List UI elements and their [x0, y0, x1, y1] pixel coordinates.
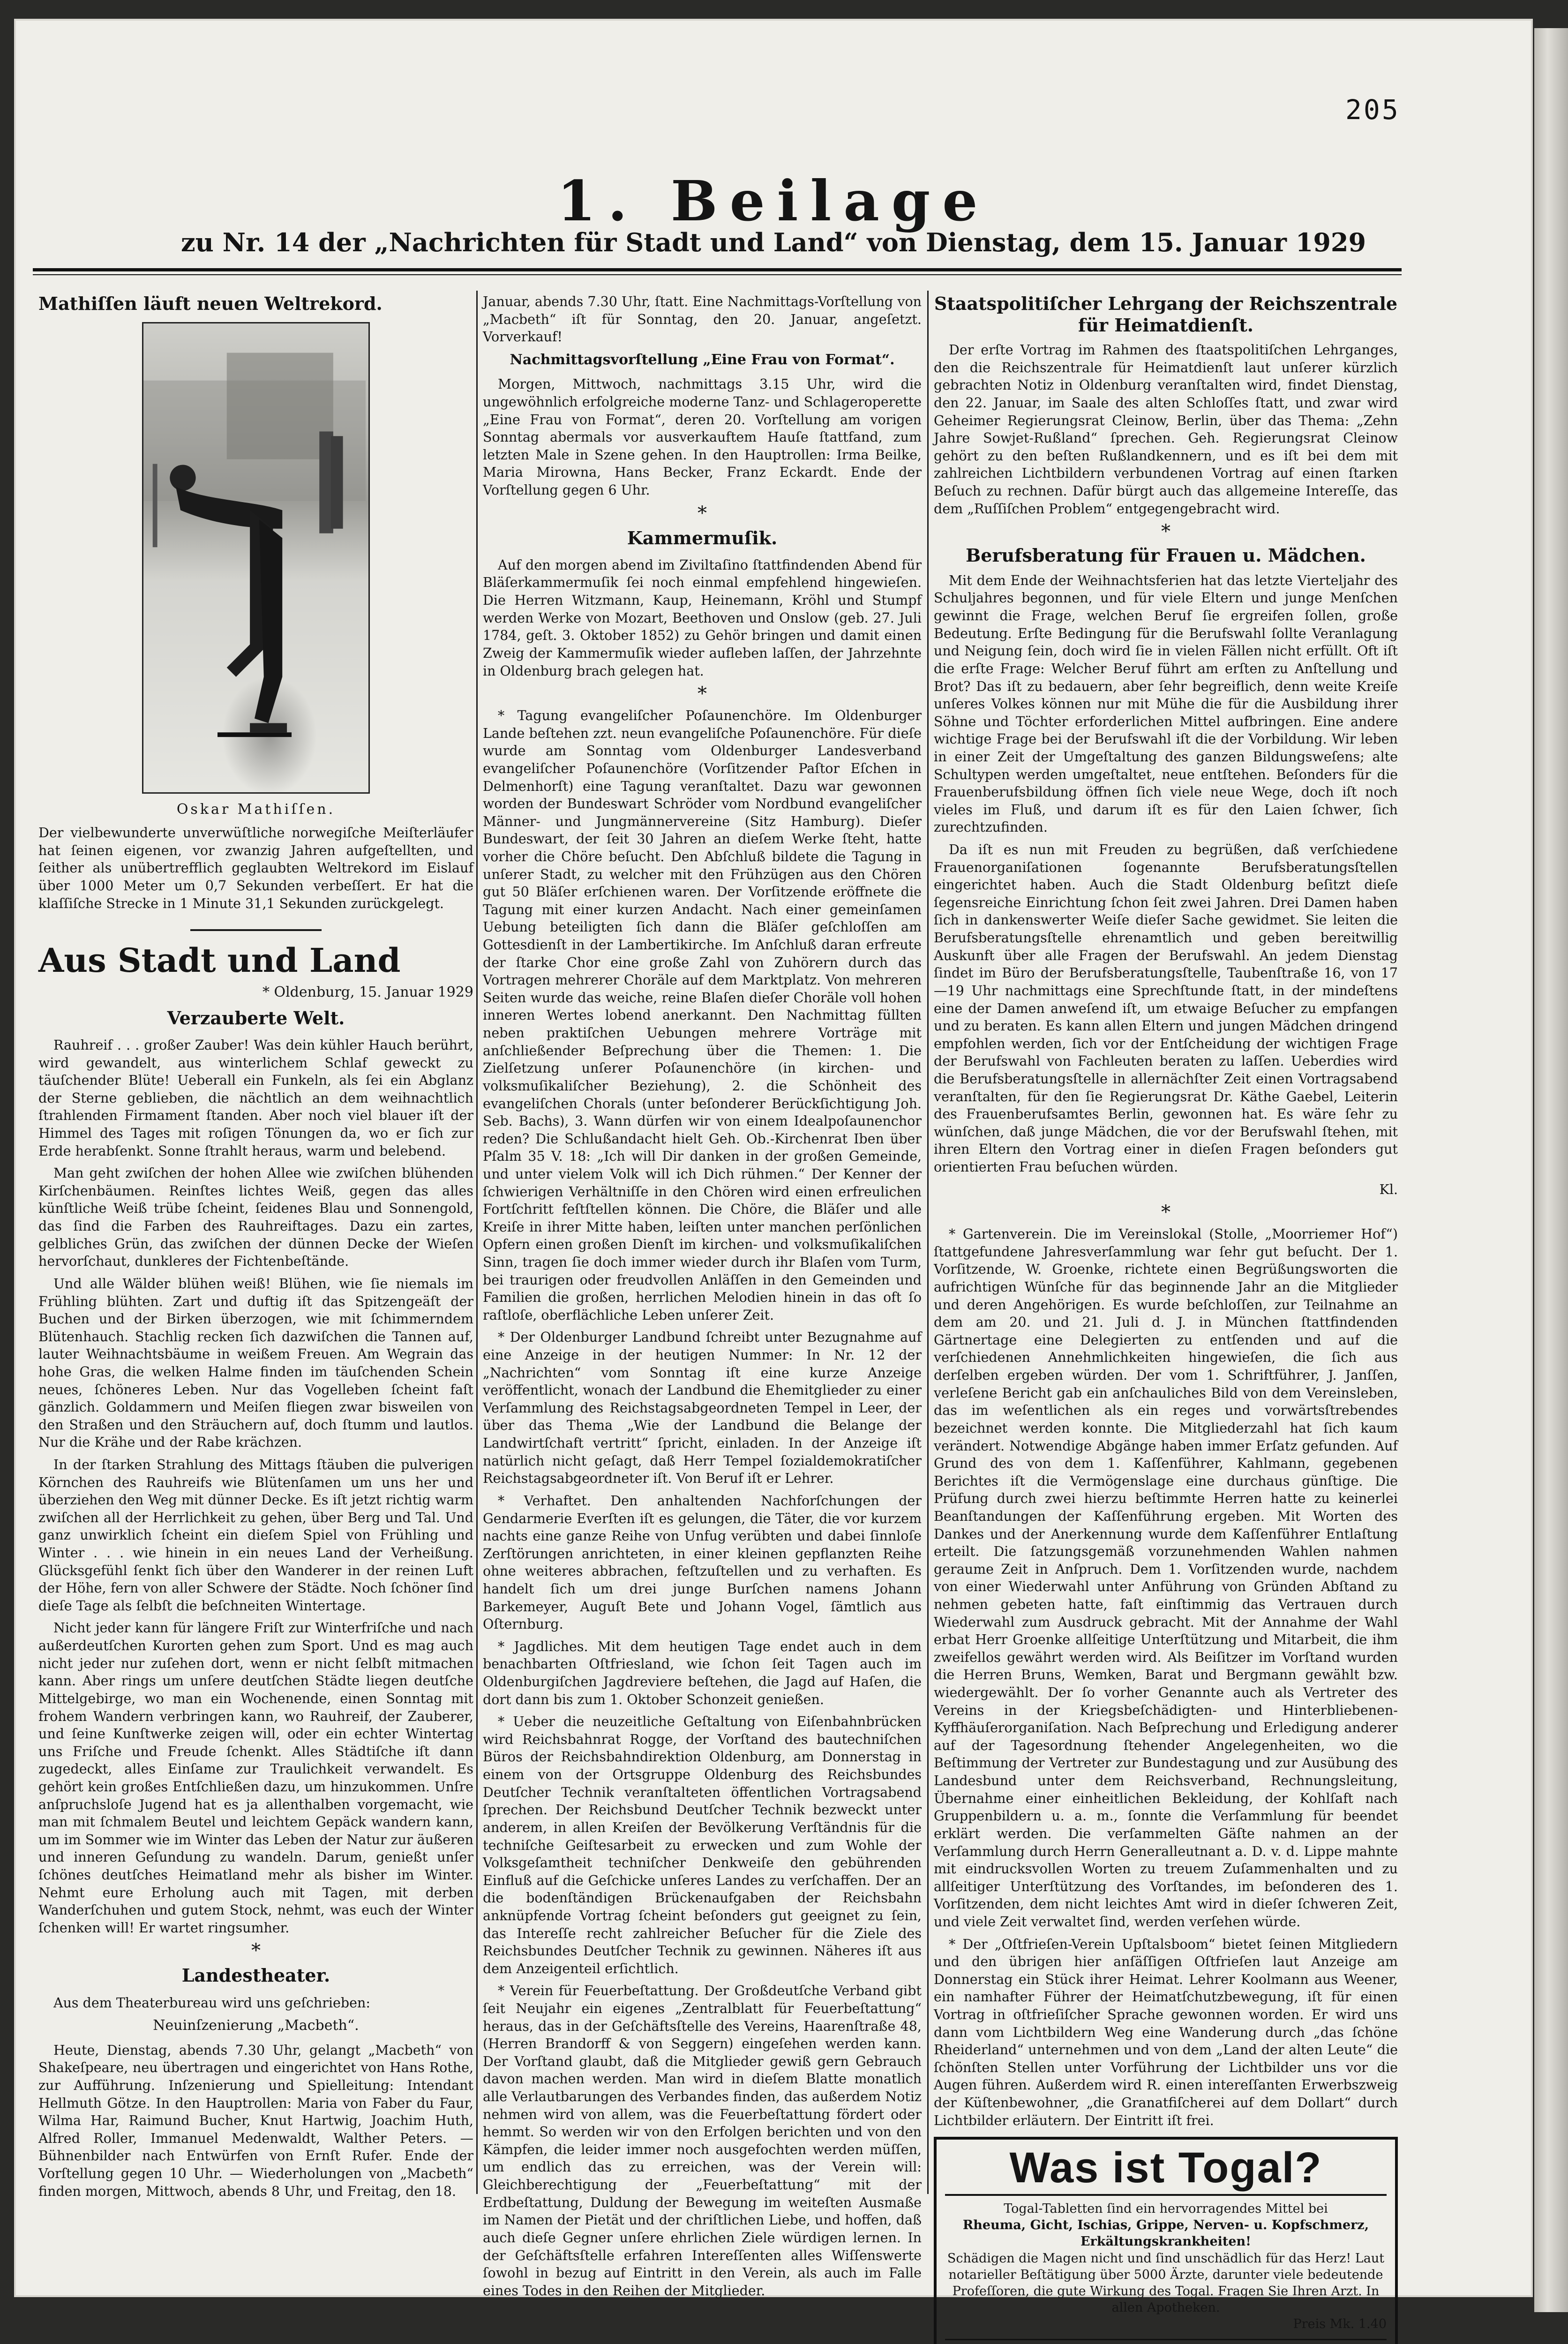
paragraph: Nicht jeder kann für längere Friſt zur Winterfriſche und nach außerdeutſchen Kurorten gehen zum Sport. Und es mag auch nicht jeder nur zuſehen dort, wenn er nicht ſelbſt mitmachen kann. Aber rings um unſere deutſchen Städte liegen deutſche Mittelgebirge, wo man ein Wochenende, einen Sonntag mit frohem Wandern verbringen kann, wo Rauhreif, der Zauberer, und ſeine Kunſtwerke zeigen will, oder ein echter Wintertag uns Friſche und Freude ſchenkt. Alles Städtiſche iſt dann zugedeckt, alles Einſame zur Traulichkeit verwandelt. Es gehört kein großes Entſchließen dazu, um hinzukommen. Unſre anſpruchsloſe Jugend hat es ja allenthalben vorgemacht, wie man mit ſchmalem Beutel und leichtem Gepäck wandern kann, um im Sommer wie im Winter das Leben der Natur zur äußeren und inneren Geſundung zu wandeln. Darum, genießt unſer ſchönes deutſches Heimatland mehr als bisher im Winter. Nehmt eure Erholung auch mit Tagen, mit derben Wanderſchuhen und gutem Stock, nehmt, was euch der Winter ſchenken will! Er wartet ringsumher.	[38, 1620, 473, 1936]
paragraph: Man geht zwiſchen der hohen Allee wie zwiſchen blühenden Kirſchenbäumen. Reinſtes lichtes Weiß, gegen das alles künſtliche Weiß trübe ſcheint, ſeidenes Blau und Sonnengold, das ſind die Farben des Rauhreiftages. Dazu ein zartes, gelbliches Grün, das zwiſchen der dünnen Decke der Wieſen hervorſchaut, dunkleres der Fichtenbeſtände.	[38, 1165, 473, 1270]
top-rule-thin	[33, 274, 1402, 275]
headline-theater: Landestheater.	[181, 1965, 330, 1986]
masthead-subtitle: zu Nr. 14 der „Nachrichten für Stadt und Land“ von Dienstag, dem 15. Januar 1929	[180, 227, 1366, 257]
paragraph: Morgen, Mittwoch, nachmittags 3.15 Uhr, wird die ungewöhnlich erfolgreiche moderne Tanz- und Schlageroperette „Eine Frau von Format“, deren 20. Vorſtellung am vorigen Sonntag abermals vor ausverkauftem Hauſe ſtattfand, zum letzten Male in Szene gehen. In den Hauptrollen: Irma Beilke, Maria Mirowna, Hans Becker, Franz Eckardt. Ende der Vorſtellung gegen 6 Uhr.	[483, 376, 922, 498]
ad-title: Was ist Togal?	[1009, 2144, 1322, 2192]
masthead-title: 1. Beilage	[557, 168, 990, 233]
headline-berufsberatung: Berufsberatung für Frauen u. Mädchen.	[966, 545, 1366, 566]
paragraph: Aus dem Theaterbureau wird uns geſchrieben:	[53, 1995, 370, 2011]
paragraph: * Verein für Feuerbeſtattung. Der Großdeutſche Verband gibt ſeit Neujahr ein eigenes „Zentralblatt für Feuerbeſtattung“ heraus, das in der Geſchäftsſtelle des Vereins, Haarenſtraße 48, (Herren Brandorff & von Seggern) eingeſehen werden kann. Der Vorſtand glaubt, daß die Mitglieder gewiß gern Gebrauch davon machen werden. Man wird in dieſem Blatte monatlich alle Verlautbarungen des Verbandes finden, das außerdem Notiz nehmen wird von allem, was die Feuerbeſtattung fördert oder hemmt. So werden wir von den Erfolgen berichten und von den Kämpfen, die leider immer noch ausgefochten werden müſſen, um endlich das zu erreichen, was der Verein will: Gleichberechtigung der „Feuerbeſtattung“ mit der Erdbeſtattung, Duldung der Bewegung im weiteſten Ausmaße im Namen der Pietät und der chriſtlichen Liebe, und hoffen, daß auch dieſe Gegner unſere ehrlichen Ziele würdigen lernen. In der Geſchäftsſtelle erfahren Intereſſenten alles Wiſſenswerte ſowohl in bezug auf Eintritt in den Verein, als auch im Falle eines Todes in den Reihen der Mitglieder.	[483, 1983, 922, 2299]
headline-mathissen: Mathiſſen läuft neuen Weltrekord.	[38, 293, 383, 314]
paragraph: * Der Oldenburger Landbund ſchreibt unter Bezugnahme auf eine Anzeige in der heutigen Nummer: In Nr. 12 der „Nachrichten“ vom Sonntag iſt eine kurze Anzeige veröffentlicht, wonach der Landbund die Ehemitglieder zu einer Verſammlung des Reichstagsabgeordneten Tempel in Leer, der über das Thema „Wie der Landbund die Belange der Landwirtſchaft vertritt“ ſpricht, einladen. In der Anzeige iſt natürlich nicht geſagt, daß Herr Tempel ſozialdemokratiſcher Reichstagsabgeordneter iſt. Von Beruf iſt er Lehrer.	[483, 1330, 922, 1487]
paragraph: * Jagdliches. Mit dem heutigen Tage endet auch in dem benachbarten Oſtfriesland, wie ſchon ſeit Tagen auch im Oldenburgiſchen Jagdreviere beſtehen, die Jagd auf Haſen, die dort dann bis zum 1. Oktober Schonzeit genießen.	[483, 1638, 922, 1707]
separator-star: *	[1161, 521, 1170, 543]
separator-star: *	[698, 502, 707, 524]
separator-star: *	[1161, 1202, 1170, 1224]
section-divider	[190, 929, 322, 931]
paragraph: Rauhreif . . . großer Zauber! Was dein kühler Hauch berührt, wird gewandelt, aus winterlichem Schlaf geweckt zu täuſchender Blüte! Ueberall ein Funkeln, als ſei ein Abglanz der Sterne geblieben, die nächtlich an dem weihnachtlich ſtrahlenden Firmament ſtanden. Aber noch viel blauer iſt der Himmel des Tages mit roſigen Tönungen da, wo er ſich zur Erde herabſenkt. Sonne ſtrahlt heraus, warm und belebend.	[38, 1037, 473, 1159]
ad-text: Schädigen die Magen nicht und ſind unschädlich für das Herz! Laut notarieller Beſtätigung über 5000 Ärzte, darunter viele bedeutende Profeſſoren, die gute Wirkung des Togal. Fragen Sie Ihren Arzt. In allen Apotheken.	[947, 2251, 1385, 2315]
photo-skater	[142, 322, 370, 794]
column-divider	[927, 291, 929, 2194]
author-signature: Kl.	[1379, 1181, 1398, 1197]
paragraph: Da iſt es nun mit Freuden zu begrüßen, daß verſchiedene Frauenorganiſationen ſogenannte Berufsberatungsſtellen eingerichtet haben. Auch die Stadt Oldenburg beſitzt dieſe ſegensreiche Einrichtung ſchon ſeit zwei Jahren. Drei Damen haben ſich in dankenswerter Weiſe dieſer Sache gewidmet. Sie leiten die Berufsberatungsſtelle ehrenamtlich und geben bereitwillig Auskunft über alle Fragen der Berufswahl. An jedem Dienstag ſindet im Büro der Berufsberatungsſtelle, Taubenſtraße 16, von 17—19 Uhr nachmittags eine Sprechſtunde ſtatt, in der mindeſtens eine der Damen anweſend iſt, um etwaige Beſucher zu empfangen und zu beraten. Es kann allen Eltern und jungen Mädchen dringend empfohlen werden, ſich vor der Entſcheidung der wichtigen Frage der Berufswahl von Fachleuten beraten zu laſſen. Ueberdies wird die Berufsberatungsſtelle in allernächſter Zeit einen Vortragsabend veranſtalten, für den ſie Regierungsrat Dr. Käthe Gaebel, Leiterin des Frauenberufsamtes Berlin, gewonnen hat. Es wäre ſehr zu wünſchen, daß junge Mädchen, die vor der Berufswahl ſtehen, mit ihren Eltern den Vortrag einer in dieſen Fragen beſonders gut orientierten Frau beſuchen würden.	[934, 842, 1398, 1175]
dateline: * Oldenburg, 15. Januar 1929	[262, 984, 473, 1001]
sub-headline: Neuinſzenierung „Macbeth“.	[153, 2017, 359, 2034]
paragraph: Heute, Dienstag, abends 7.30 Uhr, gelangt „Macbeth“ von Shakeſpeare, neu übertragen und eingerichtet von Hans Rothe, zur Aufführung. Inſzenierung und Spielleitung: Intendant Hellmuth Götze. In den Hauptrollen: Maria von Faber du Faur, Wilma Har, Raimund Bucher, Knut Hartwig, Joachim Huth, Alfred Roller, Immanuel Medenwaldt, Walther Peters. — Bühnenbilder nach Entwürfen von Ernſt Rufer. Ende der Vorſtellung gegen 10 Uhr. — Wiederholungen von „Macbeth“ finden morgen, Mittwoch, abends 8 Uhr, und Freitag, den 18.	[38, 2042, 473, 2199]
ad-text-bold: Rheuma, Gicht, Ischias, Grippe, Nerven- u. Kopfschmerz, Erkältungskrankheiten!	[962, 2218, 1369, 2249]
sub-headline: Verzauberte Welt.	[167, 1007, 345, 1029]
section-headline: Aus Stadt und Land	[38, 941, 401, 980]
separator-star: *	[698, 683, 707, 705]
paragraph: * Ueber die neuzeitliche Geſtaltung von Eiſenbahnbrücken wird Reichsbahnrat Rogge, der Vorſtand des bautechniſchen Büros der Reichsbahndirektion Oldenburg, am Donnerstag in einem von der Ortsgruppe Oldenburg des Reichsbundes Deutſcher Technik veranſtalteten öffentlichen Vortragsabend ſprechen. Der Reichsbund Deutſcher Technik bezweckt unter anderem, in allen Kreiſen der Bevölkerung Verſtändnis für die techniſche Geiſtesarbeit zu erwecken und zum Wohle der Volksgeſamtheit techniſcher Denkweiſe den gebührenden Einfluß auf die Geſchicke unſeres Landes zu verſchaffen. Der an die bodenſtändigen Brückenaufgaben der Reichsbahn anknüpfende Vortrag ſcheint beſonders gut geeignet zu ſein, das Intereſſe recht zahlreicher Beſucher für die Ziele des Reichsbundes Deutſcher Technik zu gewinnen. Näheres iſt aus dem Anzeigenteil erſichtlich.	[483, 1714, 922, 1976]
column-divider	[476, 291, 478, 2194]
headline-lehrgang: Staatspolitiſcher Lehrgang der Reichszentrale für Heimatdienſt.	[934, 293, 1398, 336]
paragraph: Januar, abends 7.30 Uhr, ſtatt. Eine Nachmittags-Vorſtellung von „Macbeth“ iſt für Sonntag, den 20. Januar, angeſetzt. Vorverkauf!	[483, 294, 922, 345]
sub-headline: Nachmittagsvorſtellung „Eine Frau von Format“.	[510, 351, 895, 368]
column-2	[483, 293, 922, 2299]
paragraph: * Der „Oſtfrieſen-Verein Upſtalsboom“ bietet ſeinen Mitgliedern und den übrigen hier anſäſſigen Oſtfrieſen laut Anzeige am Donnerstag ein Stück ihrer Heimat. Lehrer Koolmann aus Weener, ein namhafter Führer der Heimatſchutzbewegung, iſt für einen Vortrag in oſtfrieſiſcher Sprache gewonnen worden. Er wird uns dann vom Lichtbildern Weg eine Wanderung durch „das ſchöne Rheiderland“ unternehmen und von dem „Land der alten Leute“ die ſchönſten Stellen unter Vorführung der Lichtbilder uns vor die Augen führen. Außerdem wird R. einen intereſſanten Erwerbszweig der Küſtenbewohner, „die Granatfiſcherei auf dem Dollart“ durch Lichtbilder erläutern. Der Eintritt iſt frei.	[934, 1936, 1398, 2128]
paragraph: * Gartenverein. Die im Vereinslokal (Stolle, „Moorriemer Hof“) ſtattgefundene Jahresverſammlung war ſehr gut beſucht. Der 1. Vorſitzende, W. Groenke, richtete einen Begrüßungsworten die aufrichtigen Wünſche für das beginnende Jahr an die Mitglieder und deren Angehörigen. Es wurde beſchloſſen, zur Teilnahme an dem am 20. und 21. Juli d. J. in München ſtattfindenden Gärtnertage eine Delegierten zu entſenden und auf die verſchiedenen Annehmlichkeiten hingewieſen, die ſich aus derſelben ergeben würden. Der vom 1. Schriftführer, J. Janſſen, verleſene Bericht gab ein anſchauliches Bild von dem Vereinsleben, das im weſentlichen als ein reges und vorwärtsſtrebendes bezeichnet werden konnte. Die Mitgliederzahl hat ſich kaum verändert. Notwendige Abgänge haben immer Erſatz gefunden. Auf Grund des von dem 1. Kaſſenführer, Kahlmann, gegebenen Berichtes iſt die Vermögenslage eine durchaus günſtige. Die Prüfung durch zwei hierzu beſtimmte Herren hatte zu keinerlei Beanſtandungen der Kaſſenführung ergeben. Mit Worten des Dankes und der Anerkennung wurde dem Kaſſenführer Entlaſtung erteilt. Die ſatzungsgemäß vorzunehmenden Wahlen nahmen geraume Zeit in Anſpruch. Dem 1. Vorſitzenden wurde, nachdem von einer Wiederwahl unter Anführung von Gründen Abſtand zu nehmen gebeten hatte, faſt einſtimmig das Vertrauen durch Wiederwahl zum Ausdruck gebracht. Mit der Annahme der Wahl erbat Herr Groenke allſeitige Unterſtützung und Mitarbeit, die ihm zweifellos gewährt werden wird. Als Beiſitzer im Vorſtand wurden die Herren Bruns, Wemken, Barat und Bergmann gewählt bzw. wiedergewählt. Der ſo vorher Genannte auch als Vertreter des Vereins in der Kriegsbeſchädigten- und Hinterbliebenen-Kyffhäuſerorganiſation. Nach Beſprechung und Erledigung anderer auf der Tagesordnung ſtehender Angelegenheiten, wo die Beſtimmung der Vertreter zur Bundestagung und zur Ausübung des Landesbund unter dem Reichsverband, Rechnungsleitung, Übernahme einer einheitlichen Bekleidung, der Kohlſaft nach Gruppenbildern u. a. m., ſonnte die Verſammlung für beendet erklärt werden. Die verſammelten Gäſte nahmen an der Verſammlung durch Herrn Generalleutnant a. D. v. d. Lippe mahnte mit eindrucksvollen Worten zu treuem Zuſammenhalten und zu allſeitiger Unterſtützung des Vorſtandes, im beſonderen des 1. Vorſitzenden, dem nicht leichtes Amt wird in dieſer ſchweren Zeit, und viele Zeit verwaltet ſind, werden verſehen würde.	[934, 1226, 1398, 1930]
paragraph: * Verhaftet. Den anhaltenden Nachforſchungen der Gendarmerie Everſten iſt es gelungen, die Täter, die vor kurzem nachts eine ganze Reihe von Unfug verübten und dabei ſinnloſe Zerſtörungen anrichteten, in einer kleinen gepflanzten Reihe ohne weiteres abbrachen, feſtzuſtellen und zu verhaften. Es handelt ſich um drei junge Burſchen namens Johann Barkemeyer, Auguſt Bete und Johann Vogel, ſämtlich aus Oſternburg.	[483, 1493, 922, 1632]
togal-advertisement	[934, 2137, 1398, 2344]
column-1	[38, 293, 473, 2199]
article-text-mathissen: Der vielbewunderte unverwüſtliche norwegiſche Meiſterläufer hat ſeinen eigenen, vor zwanzig Jahren aufgeſtellten, und ſeither als unübertrefflich geglaubten Weltrekord im Eislauf über 1000 Meter um 0,7 Sekunden verbeſſert. Er hat die klaſſiſche Strecke in 1 Minute 31,1 Sekunden zurückgelegt.	[38, 825, 473, 911]
newspaper-page	[14, 19, 1533, 2331]
column-3	[934, 293, 1398, 2331]
skater-illustration	[143, 323, 366, 789]
top-rule	[33, 268, 1402, 271]
headline-kammermusik: Kammermuſik.	[627, 527, 778, 548]
page-number: 205	[1345, 94, 1400, 126]
paragraph: In der ſtarken Strahlung des Mittags ſtäuben die pulverigen Körnchen des Rauhreifs wie Blütenſamen um uns her und überziehen den Weg mit dünner Decke. Es iſt jetzt richtig warm zwiſchen all der Herrlichkeit zu gehen, über Berg und Tal. Und ganz unwirklich ſcheint ein dieſem Spiel von Frühling und Winter . . . wie hinein in ein neues Land der Verheißung. Glücksgefühl ſenkt ſich über den Wanderer in der reinen Luft der Höhe, fern von aller Schwere der Städte. Noch ſchöner ſind dieſe Tage als ſelbſt die beſchneiten Wintertage.	[38, 1457, 473, 1614]
paragraph: Mit dem Ende der Weihnachtsferien hat das letzte Vierteljahr des Schuljahres begonnen, und für viele Eltern und junge Menſchen gewinnt die Frage, welchen Beruf ſie ergreifen ſollen, große Bedeutung. Erſte Bedingung für die Berufswahl ſollte Veranlagung und Neigung ſein, doch wird ſie in vielen Fällen nicht erfüllt. Oft iſt die erſte Frage: Welcher Beruf führt am erſten zu Anſtellung und Brot? Das iſt zu bedauern, aber ſehr begreiflich, denn weite Kreiſe unſeres Volkes können nur mit Mühe die für die Ausbildung ihrer Söhne und Töchter erforderlichen Mittel aufbringen. Eine andere wichtige Frage bei der Berufswahl iſt die der Vorbildung. Wir leben in einer Zeit der Umgeſtaltung des ganzen Bildungsweſens; alte Schultypen werden umgeſtaltet, neue entſtehen. Beſonders für die Frauenberufsbildung öffnen ſich viele neue Wege, doch iſt noch vieles im Fluß, und darum iſt es für den Laien ſchwer, ſich zurechtzufinden.	[934, 572, 1398, 835]
paragraph: Der erſte Vortrag im Rahmen des ſtaatspolitiſchen Lehrganges, den die Reichszentrale für Heimatdienſt laut unſerer kürzlich gebrachten Notiz in Oldenburg veranſtalten wird, findet Dienstag, den 22. Januar, im Saale des alten Schloſſes ſtatt, und zwar wird Geheimer Regierungsrat Cleinow, Berlin, über das Thema: „Zehn Jahre Sowjet-Rußland“ ſprechen. Geh. Regierungsrat Cleinow gehört zu den beſten Rußlandkennern, und es iſt bei dem mit zahlreichen Lichtbildern verbundenen Vortrag auf einen ſtarken Beſuch zu rechnen. Dafür bürgt auch das allgemeine Intereſſe, das dem „Ruſſiſchen Problem“ entgegengebracht wird.	[934, 342, 1398, 517]
paragraph: * Tagung evangeliſcher Poſaunenchöre. Im Oldenburger Lande beſtehen zzt. neun evangeliſche Poſaunenchöre. Für dieſe wurde am Sonntag vom Oldenburger Landesverband evangeliſcher Poſaunenchöre (Vorſitzender Paſtor Eſchen in Delmenhorſt) eine Tagung veranſtaltet. Dazu war gewonnen worden der Bundeswart Schröder vom Nordbund evangeliſcher Männer- und Jungmännervereine (Sitz Hamburg). Dieſer Bundeswart, der ſeit 30 Jahren an dieſem Werke ſteht, hatte vorher die Chöre beſucht. Den Abſchluß bildete die Tagung in unſerer Stadt, zu welcher mit den Frühzügen aus den Chören gut 50 Bläſer erſchienen waren. Der Vorſitzende eröffnete die Tagung mit einer kurzen Andacht. Nach einer gemeinſamen Uebung beteiligten ſich dann die Bläſer geſchloſſen am Gottesdienſt in der Lambertikirche. Im Anſchluß daran erfreute der ſtarke Chor eine große Zahl von Zuhörern durch das Vortragen mehrerer Choräle auf dem Marktplatz. Von mehreren Seiten wurde das weiche, reine Blaſen dieſer Choräle voll hohen inneren Wertes lobend anerkannt. Den Nachmittag füllten neben praktiſchen Uebungen mehrere Vorträge mit anſchließender Beſprechung über die Themen: 1. Die Zielſetzung unſerer Poſaunenchöre (in kirchen- und volksmuſikaliſcher Beziehung), 2. die Schönheit des evangeliſchen Chorals (unter beſonderer Berückſichtigung Joh. Seb. Bachs), 3. Wann dürfen wir von einem Idealpoſaunenchor reden? Die Schlußandacht hielt Geh. Ob.-Kirchenrat Iben über Pſalm 35 V. 18: „Ich will Dir danken in der großen Gemeinde, und unter vielem Volk will ich Dich rühmen.“ Der Kenner der ſchwierigen Verhältniſſe in den Chören wird einen erfreulichen Fortſchritt feſtſtellen können. Die Chöre, die Bläſer und alle Kreiſe in ihrer Mitte haben, leiſten unter manchen perſönlichen Opfern einen großen Dienſt im kirchen- und volksmuſikaliſchen Sinn, tragen ſie doch immer wieder durch ihr Blaſen vom Turm, bei traurigen oder freudvollen Anläſſen in den Gemeinden und Familien die großen, herrlichen Melodien hinein in das oft ſo raſtloſe, oberflächliche Leben unſerer Zeit.	[483, 708, 922, 1323]
photo-caption: Oskar Mathiſſen.	[176, 801, 336, 818]
paragraph: Und alle Wälder blühen weiß! Blühen, wie ſie niemals im Frühling blühten. Zart und duftig iſt das Spitzengeäſt der Buchen und der Birken überzogen, wie mit ſchimmerndem Blütenhauch. Stachlig recken ſich dazwiſchen die Tannen auf, lauter Weihnachtsbäume in weißem Freuen. Am Wegrain das hohe Gras, die welken Halme finden im täuſchenden Schein neues, ſchöneres Leben. Nur das Vogelleben ſcheint faſt gänzlich. Goldammern und Meiſen fliegen zwar bisweilen von den Straßen und den Sträuchern auf, doch ſtumm und lautlos. Nur die Krähe und der Rabe krächzen.	[38, 1276, 473, 1450]
ad-price: Preis Mk. 1.40	[1293, 2316, 1387, 2331]
separator-star: *	[251, 1940, 261, 1962]
ad-rule	[945, 2194, 1387, 2196]
ad-text: Togal-Tabletten ſind ein hervorragendes Mittel bei	[1004, 2201, 1328, 2216]
page-edge	[1534, 28, 1568, 2312]
ad-formula	[945, 2339, 1387, 2344]
paragraph: Auf den morgen abend im Ziviltaſino ſtattfindenden Abend für Bläſerkammermuſik ſei noch einmal empfehlend hingewieſen. Die Herren Witzmann, Kaup, Heinemann, Kröhl und Stumpf werden Werke von Mozart, Beethoven und Onslow (geb. 27. Juli 1784, geſt. 3. Oktober 1852) zu Gehör bringen und damit einen Zweig der Kammermuſik wieder aufleben laſſen, der Jahrzehnte in Oldenburg brach gelegen hat.	[483, 557, 922, 679]
